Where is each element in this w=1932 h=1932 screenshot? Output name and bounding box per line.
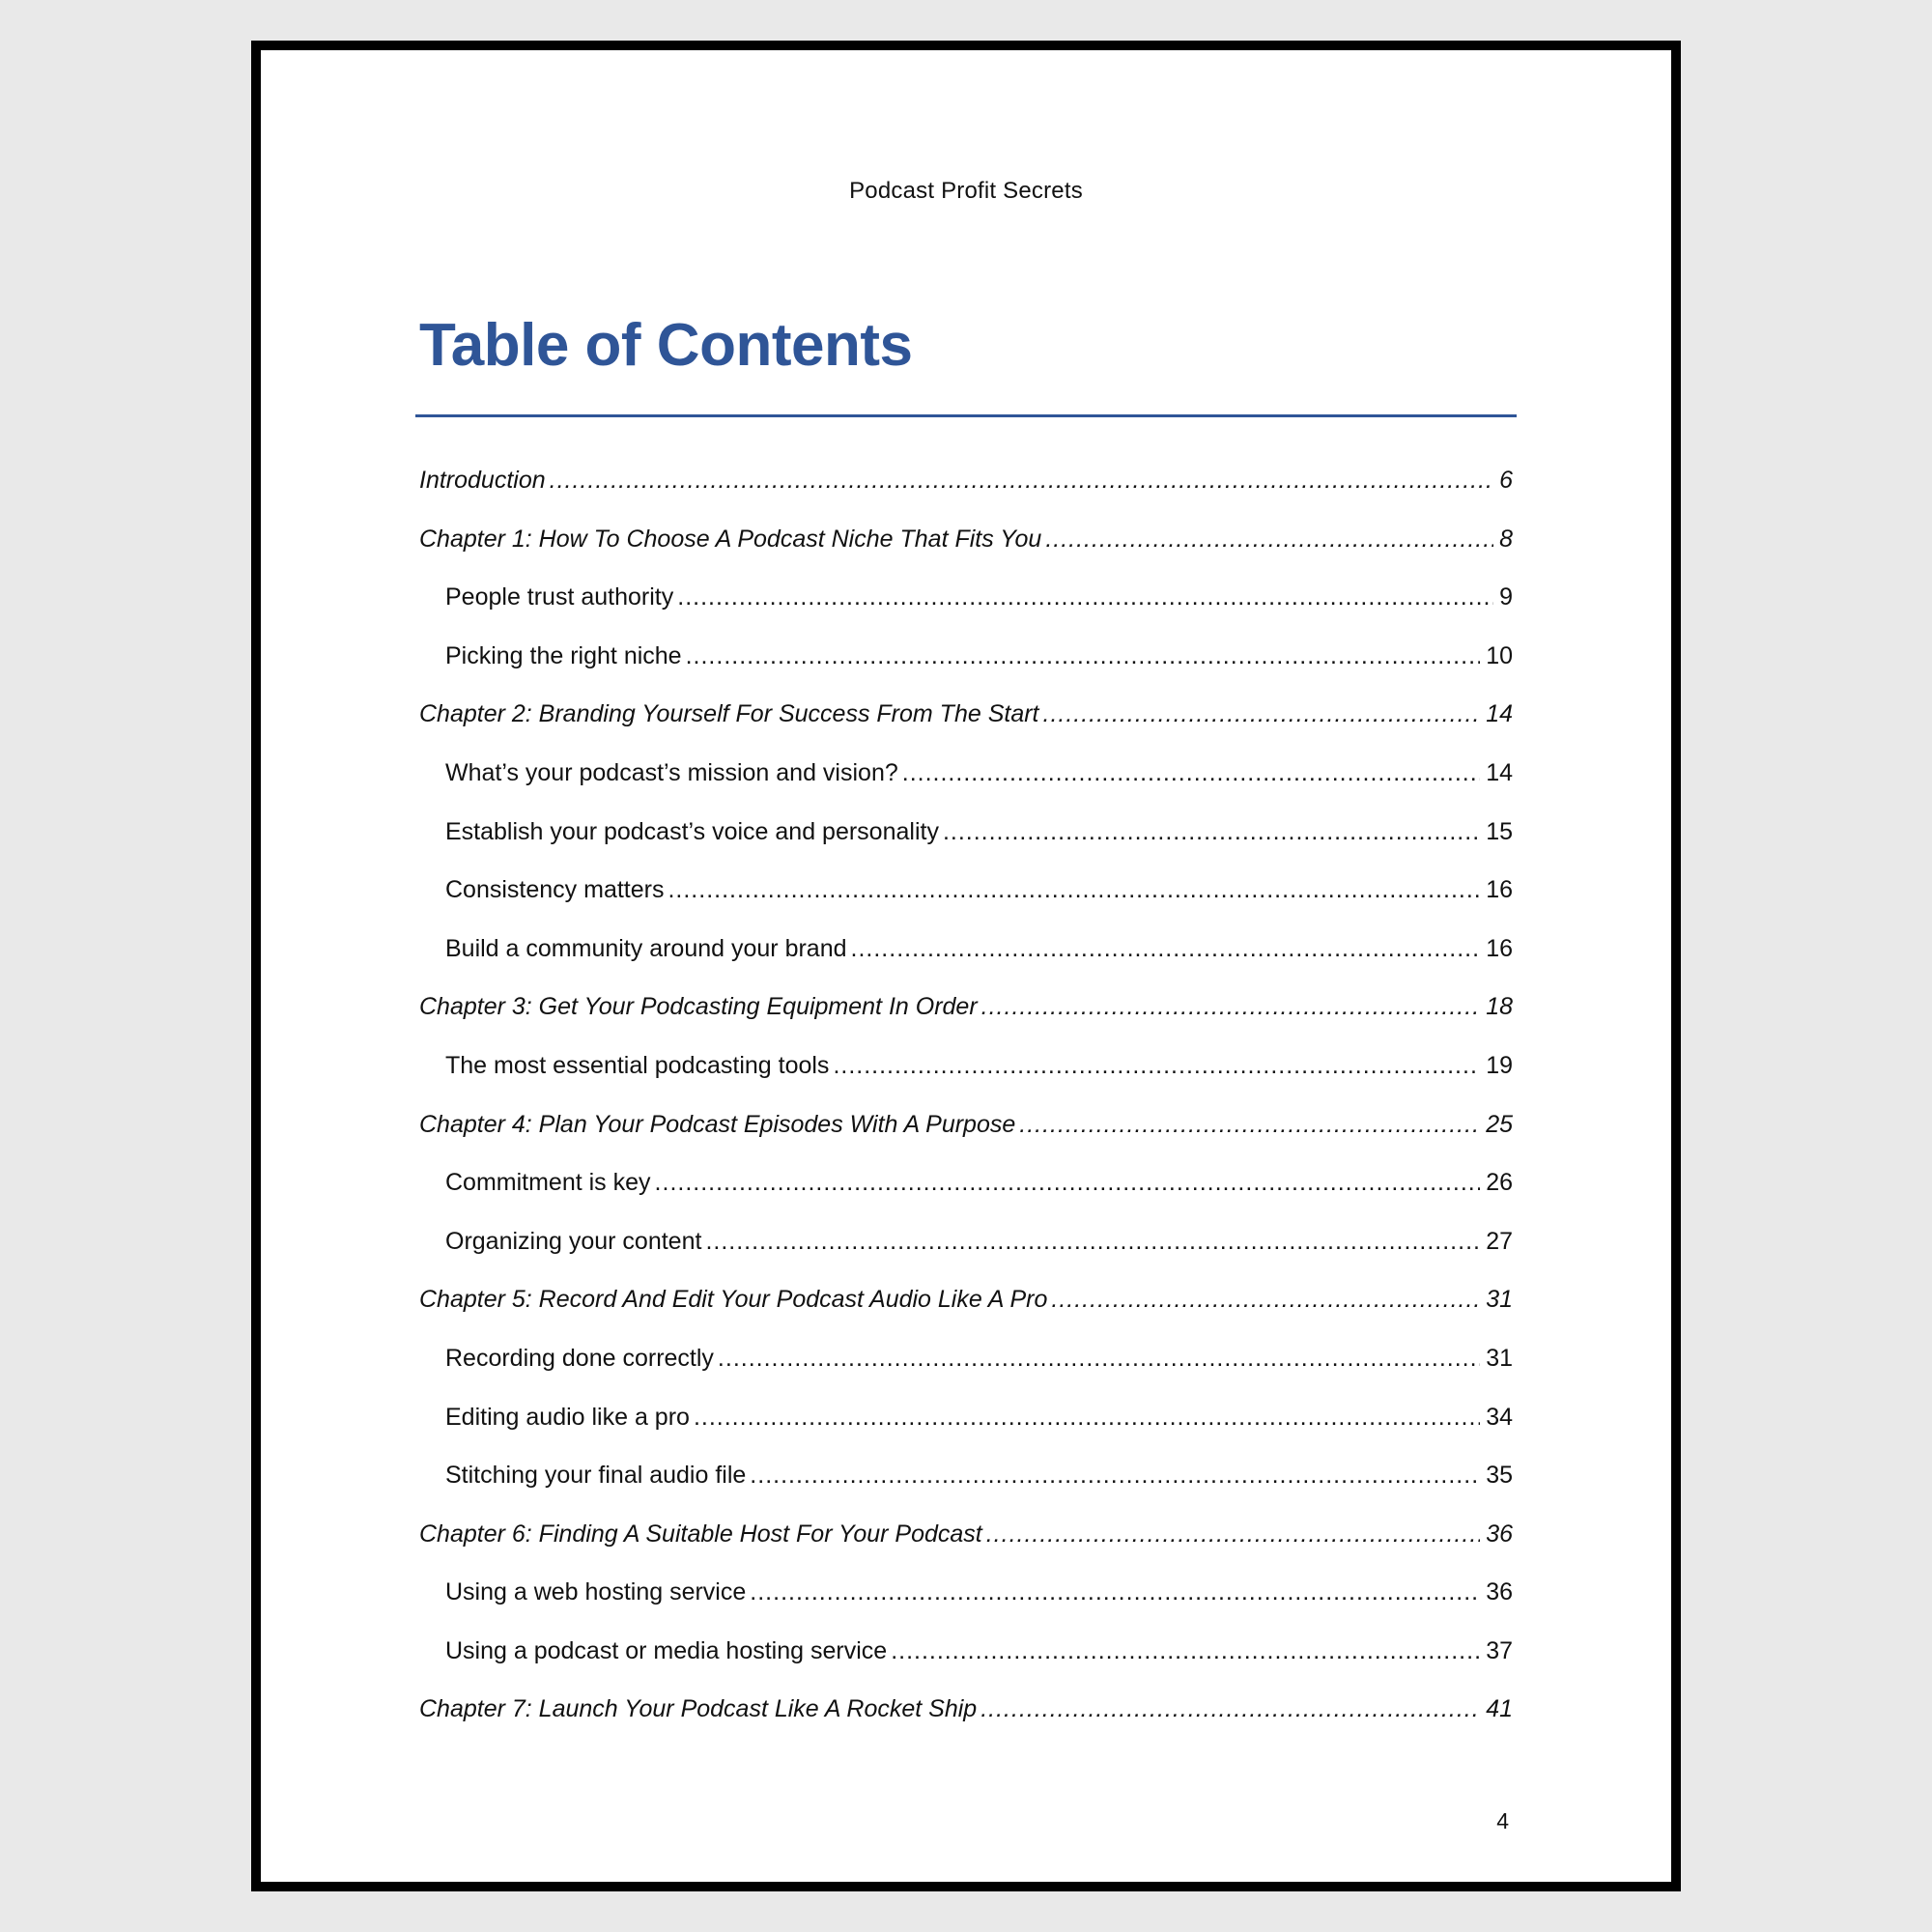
toc-entry-page: 6 — [1499, 467, 1513, 494]
toc-entry-page: 16 — [1486, 934, 1513, 962]
toc-entry-page: 34 — [1486, 1403, 1513, 1431]
toc-dot-leader — [677, 583, 1493, 611]
toc-dot-leader — [891, 1637, 1480, 1665]
toc-section-entry[interactable] — [419, 759, 1513, 818]
toc-entry-page: 26 — [1486, 1169, 1513, 1197]
toc-entry-page: 8 — [1499, 525, 1513, 553]
toc-dot-leader — [1045, 526, 1493, 554]
toc-entry-page: 37 — [1486, 1636, 1513, 1664]
toc-section-entry[interactable] — [419, 1404, 1513, 1463]
toc-dot-leader — [668, 876, 1480, 904]
toc-dot-leader — [550, 467, 1493, 495]
toc-entry-title: Using a podcast or media hosting service — [445, 1636, 888, 1664]
toc-heading: Table of Contents — [419, 312, 913, 379]
toc-dot-leader — [1043, 700, 1481, 728]
toc-entry-page: 9 — [1499, 583, 1513, 611]
toc-entry-title: People trust authority — [445, 583, 674, 611]
toc-chapter-entry[interactable] — [419, 1286, 1513, 1345]
toc-entry-title: Picking the right niche — [445, 641, 682, 669]
toc-chapter-entry[interactable] — [419, 526, 1513, 584]
toc-entry-title: Chapter 3: Get Your Podcasting Equipment In Order — [419, 993, 978, 1021]
toc-entry-title: Build a community around your brand — [445, 934, 847, 962]
toc-dot-leader — [851, 935, 1481, 963]
toc-section-entry[interactable] — [419, 642, 1513, 701]
toc-entry-title: Using a web hosting service — [445, 1578, 747, 1606]
toc-entry-title: Chapter 6: Finding A Suitable Host For Your Podcast — [419, 1520, 982, 1548]
toc-entry-title: Recording done correctly — [445, 1344, 714, 1372]
toc-section-entry[interactable] — [419, 1637, 1513, 1696]
toc-entry-title: Organizing your content — [445, 1227, 702, 1255]
document-page — [251, 41, 1681, 1891]
toc-entry-page: 19 — [1486, 1051, 1513, 1079]
toc-section-entry[interactable] — [419, 1169, 1513, 1228]
toc-dot-leader — [980, 1695, 1480, 1723]
toc-dot-leader — [718, 1345, 1480, 1373]
toc-chapter-entry[interactable] — [419, 1695, 1513, 1754]
toc-entry-page: 31 — [1486, 1344, 1513, 1372]
toc-entry-page: 41 — [1486, 1695, 1513, 1723]
toc-entry-title: Establish your podcast’s voice and personality — [445, 817, 939, 845]
toc-entry-title: Editing audio like a pro — [445, 1403, 690, 1431]
toc-entry-page: 36 — [1486, 1520, 1513, 1548]
toc-dot-leader — [902, 759, 1480, 787]
toc-dot-leader — [981, 993, 1481, 1021]
toc-entry-title: Consistency matters — [445, 876, 665, 904]
toc-entry-page: 14 — [1486, 758, 1513, 786]
toc-section-entry[interactable] — [419, 1052, 1513, 1111]
toc-dot-leader — [943, 818, 1480, 846]
toc-chapter-entry[interactable] — [419, 1520, 1513, 1579]
toc-list — [419, 467, 1513, 1754]
toc-entry-page: 36 — [1486, 1578, 1513, 1606]
toc-dot-leader — [750, 1578, 1480, 1606]
toc-section-entry[interactable] — [419, 876, 1513, 935]
running-header: Podcast Profit Secrets — [849, 178, 1083, 204]
toc-dot-leader — [986, 1520, 1480, 1548]
toc-entry-page: 35 — [1486, 1462, 1513, 1490]
toc-entry-page: 18 — [1486, 993, 1513, 1021]
toc-dot-leader — [833, 1052, 1480, 1080]
toc-entry-page: 16 — [1486, 876, 1513, 904]
toc-entry-title: Stitching your final audio file — [445, 1462, 747, 1490]
toc-dot-leader — [686, 642, 1481, 670]
toc-section-entry[interactable] — [419, 935, 1513, 994]
toc-chapter-entry[interactable] — [419, 467, 1513, 526]
toc-entry-title: The most essential podcasting tools — [445, 1051, 830, 1079]
toc-entry-title: Commitment is key — [445, 1169, 651, 1197]
toc-chapter-entry[interactable] — [419, 1111, 1513, 1170]
toc-entry-title: What’s your podcast’s mission and vision? — [445, 758, 898, 786]
toc-entry-title: Chapter 4: Plan Your Podcast Episodes With A Purpose — [419, 1110, 1016, 1138]
toc-entry-title: Chapter 1: How To Choose A Podcast Niche That Fits You — [419, 525, 1042, 553]
toc-dot-leader — [1051, 1286, 1480, 1314]
toc-entry-title: Chapter 7: Launch Your Podcast Like A Rocket Ship — [419, 1695, 978, 1723]
toc-section-entry[interactable] — [419, 1228, 1513, 1287]
toc-entry-page: 31 — [1486, 1286, 1513, 1314]
toc-dot-leader — [750, 1462, 1480, 1490]
heading-divider — [415, 414, 1517, 417]
toc-dot-leader — [694, 1404, 1480, 1432]
toc-entry-title: Chapter 5: Record And Edit Your Podcast Audio Like A Pro — [419, 1286, 1048, 1314]
toc-dot-leader — [1019, 1111, 1480, 1139]
toc-section-entry[interactable] — [419, 1462, 1513, 1520]
toc-section-entry[interactable] — [419, 583, 1513, 642]
toc-section-entry[interactable] — [419, 818, 1513, 877]
toc-dot-leader — [705, 1228, 1480, 1256]
page-number: 4 — [1496, 1808, 1509, 1833]
toc-chapter-entry[interactable] — [419, 700, 1513, 759]
toc-entry-title: Chapter 2: Branding Yourself For Success From The Start — [419, 700, 1039, 728]
toc-dot-leader — [655, 1169, 1481, 1197]
toc-entry-page: 25 — [1486, 1110, 1513, 1138]
toc-entry-page: 27 — [1486, 1227, 1513, 1255]
toc-entry-page: 14 — [1486, 700, 1513, 728]
toc-entry-title: Introduction — [419, 467, 546, 494]
toc-section-entry[interactable] — [419, 1345, 1513, 1404]
toc-entry-page: 10 — [1486, 641, 1513, 669]
toc-section-entry[interactable] — [419, 1578, 1513, 1637]
toc-entry-page: 15 — [1486, 817, 1513, 845]
toc-chapter-entry[interactable] — [419, 993, 1513, 1052]
